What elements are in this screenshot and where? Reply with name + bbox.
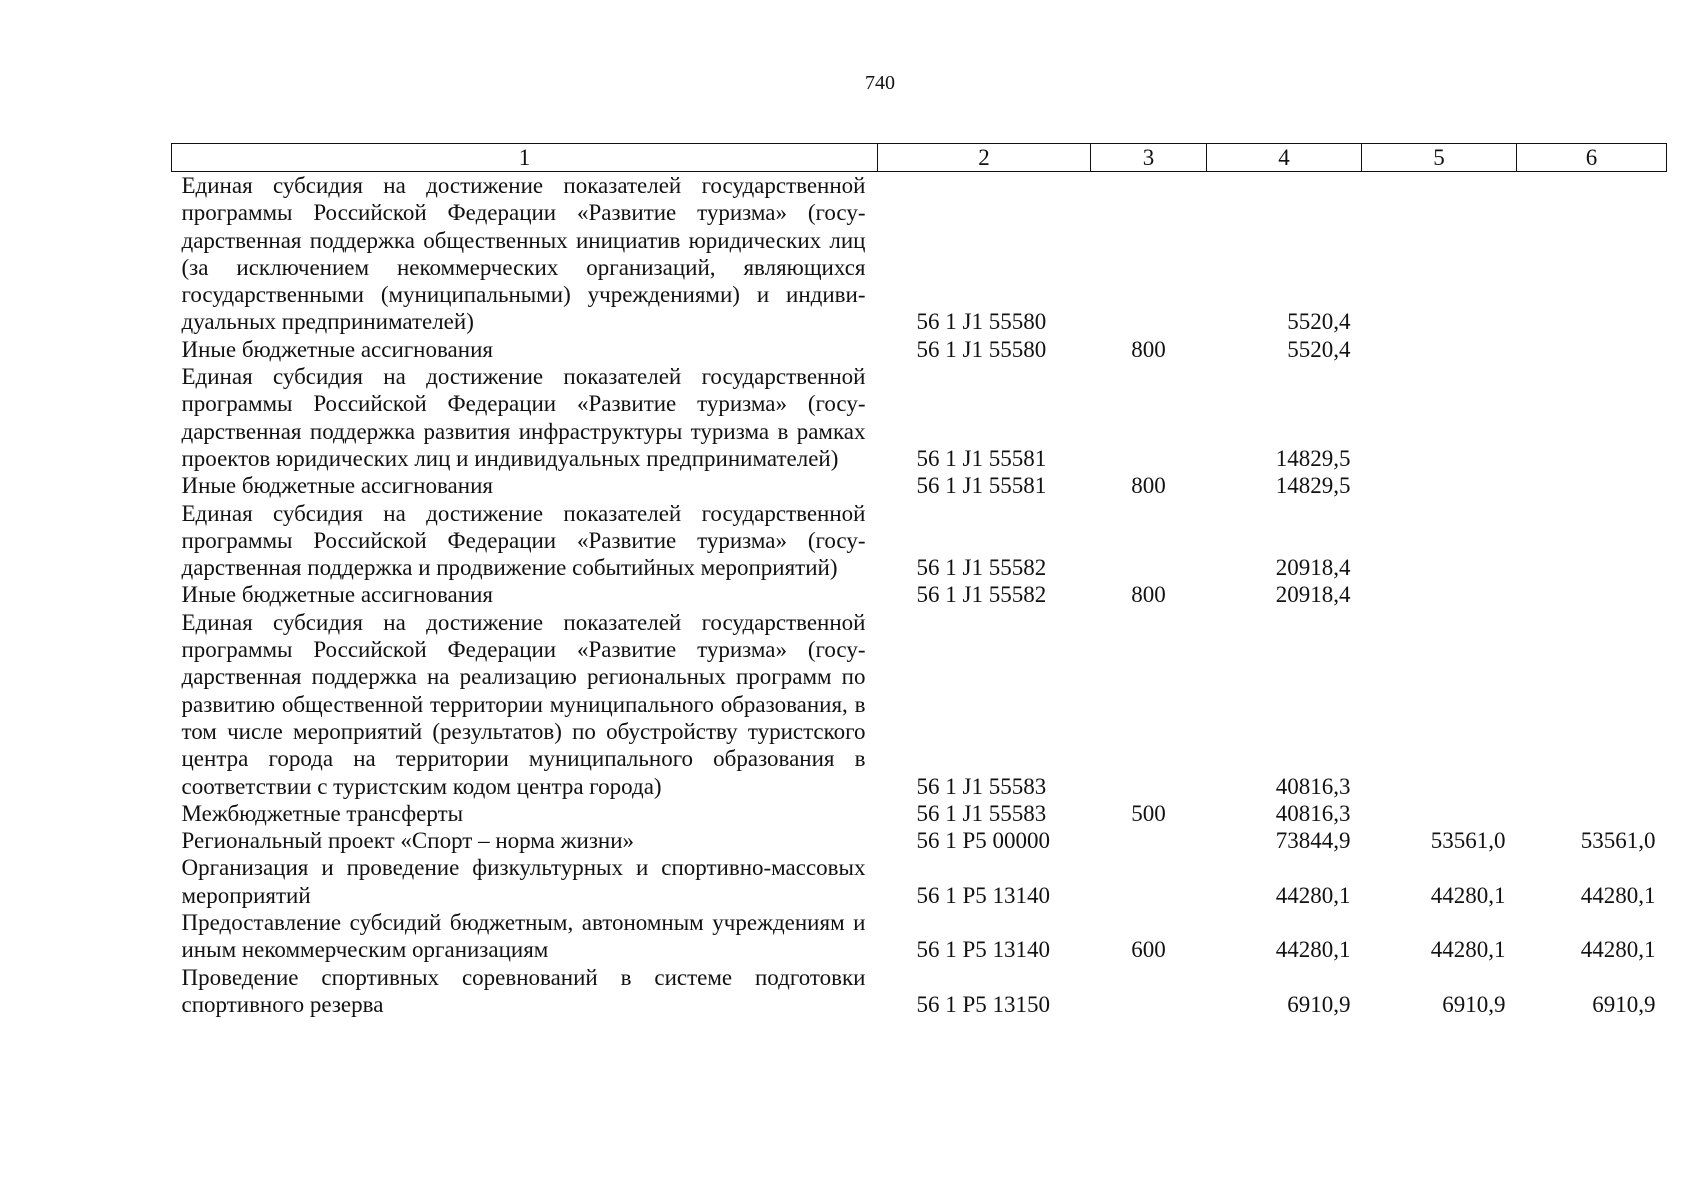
row-description: Иные бюджетные ассигнования	[181, 582, 493, 608]
row-code: 56 1 J1 55581	[916, 473, 1047, 499]
row-amount-1: 6910,9	[1287, 991, 1351, 1017]
table-body	[172, 172, 1667, 1019]
row-amount-1: 20918,4	[1275, 555, 1351, 581]
table-row	[172, 336, 1667, 363]
row-description: Единая субсидия на достижение показателей государственной программы Российской Федерации «Развитие туризма» (государственная поддержка общественных инициатив юридических лиц (за исключением некоммерческих организаций, являющихся государственными (муниципальными) учреждениями) и индивидуальных предпринимателей)	[181, 173, 866, 335]
row-description: Единая субсидия на достижение показателей государственной программы Российской Федерации «Развитие туризма» (государственная поддержка развития инфраструктуры туризма в рамках проектов юридических лиц и индивидуальных предпринимателей)	[181, 364, 866, 471]
row-amount-3: 44280,1	[1580, 882, 1656, 908]
row-expense-type	[1091, 609, 1207, 800]
row-code: 56 1 J1 55582	[916, 582, 1047, 608]
row-code: 56 1 J1 55583	[916, 773, 1047, 799]
row-expense-type	[1091, 363, 1207, 472]
row-amount-1: 5520,4	[1287, 336, 1351, 362]
row-amount-2	[1362, 336, 1517, 363]
table-row	[172, 172, 1667, 336]
column-header-5: 5	[1362, 144, 1517, 172]
row-amount-1: 40816,3	[1275, 773, 1351, 799]
row-amount-1: 44280,1	[1275, 882, 1351, 908]
row-amount-3: 6910,9	[1592, 991, 1656, 1017]
row-expense-type	[1091, 500, 1207, 582]
row-code: 56 1 P5 00000	[916, 828, 1051, 854]
table-row	[172, 472, 1667, 499]
table-row	[172, 909, 1667, 964]
row-amount-2: 44280,1	[1430, 937, 1506, 963]
row-expense-type: 600	[1131, 937, 1166, 963]
row-amount-2	[1362, 581, 1517, 608]
row-description: Иные бюджетные ассигнования	[181, 473, 493, 499]
row-amount-3: 44280,1	[1580, 937, 1656, 963]
row-description: Региональный проект «Спорт – норма жизни»	[181, 828, 635, 854]
page-number: 740	[865, 72, 895, 94]
row-amount-1: 5520,4	[1287, 309, 1351, 335]
row-amount-2	[1362, 609, 1517, 800]
row-amount-1: 40816,3	[1275, 800, 1351, 826]
row-description: Иные бюджетные ассигнования	[181, 336, 493, 362]
row-amount-2: 53561,0	[1430, 828, 1506, 854]
row-description: Предоставление субсидий бюджетным, автономным учреждениям и иным некоммерческим организациям	[181, 910, 866, 963]
row-code: 56 1 J1 55581	[916, 445, 1047, 471]
row-amount-3	[1517, 336, 1667, 363]
header-row	[172, 144, 1667, 172]
row-expense-type: 800	[1131, 473, 1166, 499]
table-row	[172, 827, 1667, 854]
column-header-6: 6	[1517, 144, 1667, 172]
table-row	[172, 854, 1667, 909]
row-expense-type	[1091, 964, 1207, 1019]
row-amount-3	[1517, 800, 1667, 827]
row-amount-1: 73844,9	[1275, 828, 1351, 854]
row-expense-type	[1091, 827, 1207, 854]
table-header	[172, 144, 1667, 172]
row-code: 56 1 J1 55580	[916, 336, 1047, 362]
row-description: Единая субсидия на достижение показателей государственной программы Российской Федерации «Развитие туризма» (государственная поддержка и продвижение событийных мероприятий)	[181, 500, 866, 581]
row-amount-2	[1362, 500, 1517, 582]
table-row	[172, 363, 1667, 472]
row-expense-type: 800	[1131, 336, 1166, 362]
row-amount-2	[1362, 363, 1517, 472]
row-code: 56 1 P5 13140	[916, 882, 1051, 908]
row-description: Межбюджетные трансферты	[181, 800, 464, 826]
table-row	[172, 800, 1667, 827]
budget-table	[171, 143, 1667, 1018]
row-amount-3	[1517, 500, 1667, 582]
row-expense-type	[1091, 172, 1207, 336]
row-amount-2	[1362, 800, 1517, 827]
row-expense-type: 500	[1131, 800, 1166, 826]
row-code: 56 1 J1 55580	[916, 309, 1047, 335]
column-header-2: 2	[878, 144, 1091, 172]
row-expense-type: 800	[1131, 582, 1166, 608]
column-header-3: 3	[1091, 144, 1207, 172]
row-code: 56 1 J1 55582	[916, 555, 1047, 581]
row-description: Проведение спортивных соревнований в системе подготовки спортивного резерва	[181, 964, 866, 1017]
row-amount-3	[1517, 172, 1667, 336]
row-amount-3	[1517, 609, 1667, 800]
row-description: Единая субсидия на достижение показателей государственной программы Российской Федерации «Развитие туризма» (государственная поддержка на реализацию региональных программ по развитию общественной территории муниципального образования, в том числе мероприятий (результатов) по обустройству туристского центра города на территории муниципального образования в соответствии с туристским кодом центра города)	[181, 609, 866, 799]
row-amount-1: 14829,5	[1275, 473, 1351, 499]
row-amount-1: 44280,1	[1275, 937, 1351, 963]
column-header-4: 4	[1207, 144, 1362, 172]
row-expense-type	[1091, 854, 1207, 909]
row-amount-3	[1517, 581, 1667, 608]
table-row	[172, 964, 1667, 1019]
column-header-1: 1	[172, 144, 878, 172]
row-code: 56 1 P5 13150	[916, 991, 1051, 1017]
row-amount-3: 53561,0	[1580, 828, 1656, 854]
row-amount-2: 6910,9	[1442, 991, 1506, 1017]
row-amount-3	[1517, 472, 1667, 499]
row-amount-1: 20918,4	[1275, 582, 1351, 608]
table-row	[172, 500, 1667, 582]
table-row	[172, 609, 1667, 800]
row-amount-3	[1517, 363, 1667, 472]
row-amount-2	[1362, 472, 1517, 499]
row-amount-2	[1362, 172, 1517, 336]
row-amount-2: 44280,1	[1430, 882, 1506, 908]
row-amount-1: 14829,5	[1275, 445, 1351, 471]
table-row	[172, 581, 1667, 608]
row-description: Организация и проведение физкультурных и спортивно-массовых мероприятий	[181, 855, 866, 908]
row-code: 56 1 P5 13140	[916, 937, 1051, 963]
row-code: 56 1 J1 55583	[916, 800, 1047, 826]
